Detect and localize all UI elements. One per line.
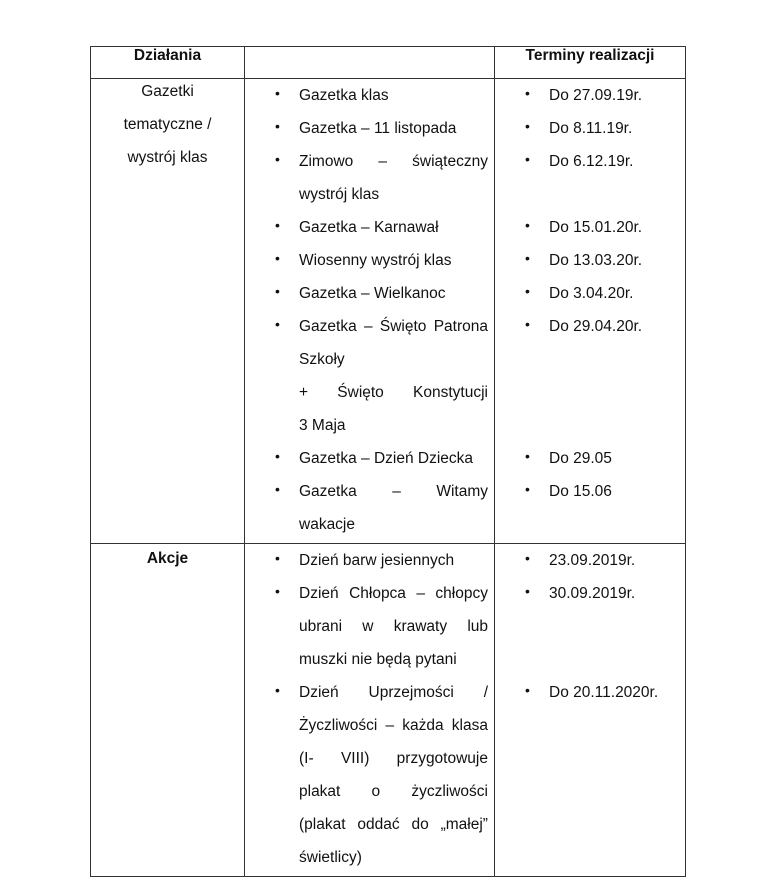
bullet-icon: • bbox=[525, 85, 530, 101]
item-text bbox=[299, 217, 488, 250]
date-text: Do 15.06 bbox=[549, 483, 612, 500]
item-line: muszki nie będą pytani bbox=[299, 651, 457, 668]
item-line: ubrani w krawaty lub bbox=[299, 618, 488, 635]
bullet-icon: • bbox=[275, 583, 280, 599]
bullet-icon: • bbox=[525, 550, 530, 566]
bullet-icon: • bbox=[275, 550, 280, 566]
bullet-icon: • bbox=[525, 250, 530, 266]
dates-cell bbox=[495, 79, 686, 544]
item-text bbox=[299, 283, 488, 316]
date-text: 30.09.2019r. bbox=[549, 585, 636, 602]
bullet-icon: • bbox=[525, 481, 530, 497]
date-text: Do 20.11.2020r. bbox=[549, 684, 659, 701]
item-line: Gazetka – Święto Patrona bbox=[299, 318, 488, 335]
bullet-icon: • bbox=[525, 118, 530, 134]
bullet-icon: • bbox=[525, 448, 530, 464]
item-text bbox=[299, 448, 488, 481]
bullet-icon: • bbox=[275, 217, 280, 233]
item-text bbox=[299, 583, 488, 682]
bullet-icon: • bbox=[275, 316, 280, 332]
row-gazetki bbox=[91, 79, 686, 544]
bullet-icon: • bbox=[525, 283, 530, 299]
date-text: Do 8.11.19r. bbox=[549, 120, 633, 137]
bullet-icon: • bbox=[275, 118, 280, 134]
category-line: wystrój klas bbox=[127, 149, 208, 166]
header-deadlines: Terminy realizacji bbox=[495, 47, 686, 79]
date-text: Do 3.04.20r. bbox=[549, 285, 634, 302]
item-line: Dzień Chłopca – chłopcy bbox=[299, 585, 488, 602]
schedule-table bbox=[90, 46, 686, 877]
item-text bbox=[299, 550, 488, 583]
date-text: Do 6.12.19r. bbox=[549, 153, 634, 170]
header-actions: Działania bbox=[91, 47, 245, 79]
bullet-icon: • bbox=[525, 217, 530, 233]
category-cell bbox=[91, 544, 245, 877]
bullet-icon: • bbox=[525, 682, 530, 698]
date-text: Do 29.04.20r. bbox=[549, 318, 643, 335]
bullet-icon: • bbox=[275, 151, 280, 167]
item-line: świetlicy) bbox=[299, 849, 362, 866]
item-line: Gazetka – Dzień Dziecka bbox=[299, 450, 474, 467]
item-text bbox=[299, 682, 488, 880]
items-cell bbox=[245, 544, 495, 877]
bullet-icon: • bbox=[275, 283, 280, 299]
bullet-icon: • bbox=[275, 682, 280, 698]
dates-cell bbox=[495, 544, 686, 877]
bullet-icon: • bbox=[525, 316, 530, 332]
item-line: plakat o życzliwości bbox=[299, 783, 488, 800]
item-line: 3 Maja bbox=[299, 417, 346, 434]
category-line: Gazetki bbox=[141, 83, 194, 100]
date-text: Do 15.01.20r. bbox=[549, 219, 643, 236]
header-empty bbox=[245, 47, 495, 79]
item-text bbox=[299, 85, 488, 118]
item-line: Dzień barw jesiennych bbox=[299, 552, 455, 569]
bullet-icon: • bbox=[275, 85, 280, 101]
bullet-icon: • bbox=[275, 250, 280, 266]
bullet-icon: • bbox=[275, 448, 280, 464]
bullet-icon: • bbox=[275, 481, 280, 497]
item-line: Gazetka – Wielkanoc bbox=[299, 285, 446, 302]
date-text: Do 13.03.20r. bbox=[549, 252, 643, 269]
item-line: Szkoły bbox=[299, 351, 345, 368]
item-line: wystrój klas bbox=[299, 186, 380, 203]
item-line: Wiosenny wystrój klas bbox=[299, 252, 452, 269]
item-line: Dzień Uprzejmości / bbox=[299, 684, 488, 701]
category-line: tematyczne / bbox=[123, 116, 212, 133]
category-cell bbox=[91, 79, 245, 544]
item-line: Zimowo – świąteczny bbox=[299, 153, 488, 170]
item-text bbox=[299, 151, 488, 217]
item-line: Gazetka klas bbox=[299, 87, 389, 104]
item-line: (I- VIII) przygotowuje bbox=[299, 750, 488, 767]
header-row bbox=[91, 47, 686, 79]
row-akcje bbox=[91, 544, 686, 877]
items-cell bbox=[245, 79, 495, 544]
item-line: Gazetka – Witamy bbox=[299, 483, 488, 500]
item-line: Gazetka – 11 listopada bbox=[299, 120, 457, 137]
date-text: Do 27.09.19r. bbox=[549, 87, 643, 104]
item-line: (plakat oddać do „małej” bbox=[299, 816, 488, 833]
item-text bbox=[299, 481, 488, 547]
category-line: Akcje bbox=[146, 550, 189, 567]
item-line: Gazetka – Karnawał bbox=[299, 219, 439, 236]
date-text: 23.09.2019r. bbox=[549, 552, 636, 569]
date-text: Do 29.05 bbox=[549, 450, 612, 467]
item-line: Życzliwości – każda klasa bbox=[299, 717, 488, 734]
item-line: + Święto Konstytucji bbox=[299, 384, 488, 401]
item-text bbox=[299, 250, 488, 283]
item-text bbox=[299, 118, 488, 151]
bullet-icon: • bbox=[525, 583, 530, 599]
item-text bbox=[299, 316, 488, 448]
bullet-icon: • bbox=[525, 151, 530, 167]
item-line: wakacje bbox=[299, 516, 355, 533]
